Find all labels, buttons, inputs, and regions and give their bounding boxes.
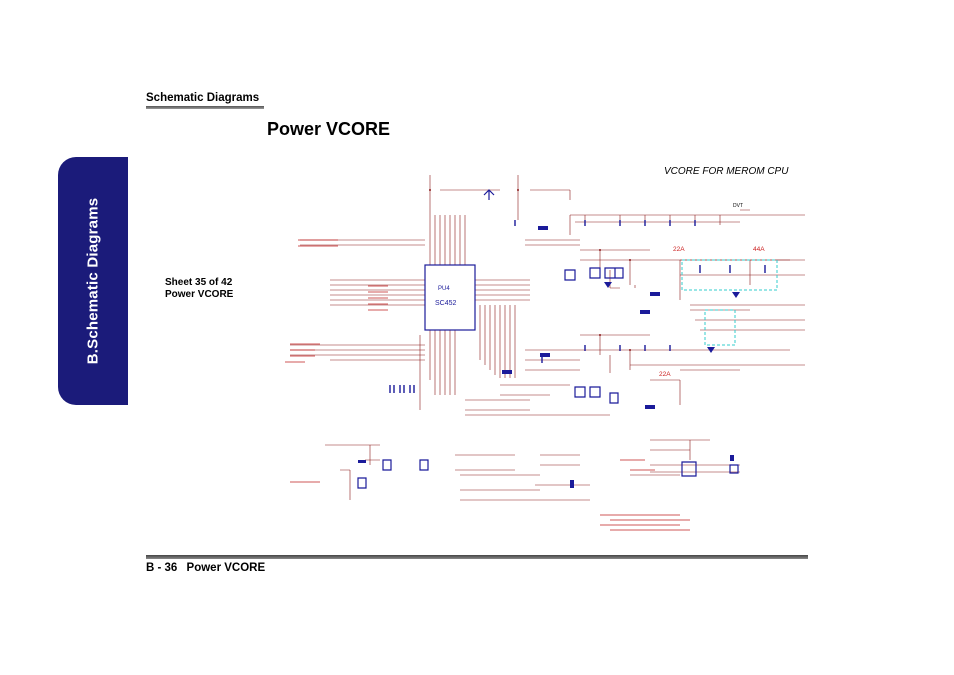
footer-page: B - 36 xyxy=(146,562,178,574)
page-title: Power VCORE xyxy=(267,119,391,139)
section-heading: Schematic Diagrams xyxy=(146,92,260,104)
dvt-label: DVT xyxy=(733,203,743,209)
chip-ref: PU4 xyxy=(438,286,450,292)
current-label-bottom: 22A xyxy=(659,371,671,378)
schematic-caption: VCORE FOR MEROM CPU xyxy=(664,166,789,177)
sheet-note xyxy=(165,277,233,301)
footer xyxy=(146,562,271,574)
schematic-diagram xyxy=(270,160,805,540)
current-label-top-right: 44A xyxy=(753,246,765,253)
sheet-name: Power VCORE xyxy=(165,289,234,300)
current-label-top-left: 22A xyxy=(673,246,685,253)
footer-rule xyxy=(146,555,808,559)
chip-name: SC452 xyxy=(435,300,457,307)
side-tab-label: B.Schematic Diagrams xyxy=(84,197,102,365)
footer-label: Power VCORE xyxy=(186,562,266,574)
side-tab xyxy=(58,157,128,405)
heading-rule xyxy=(146,106,264,109)
sheet-number: Sheet 35 of 42 xyxy=(165,277,233,288)
